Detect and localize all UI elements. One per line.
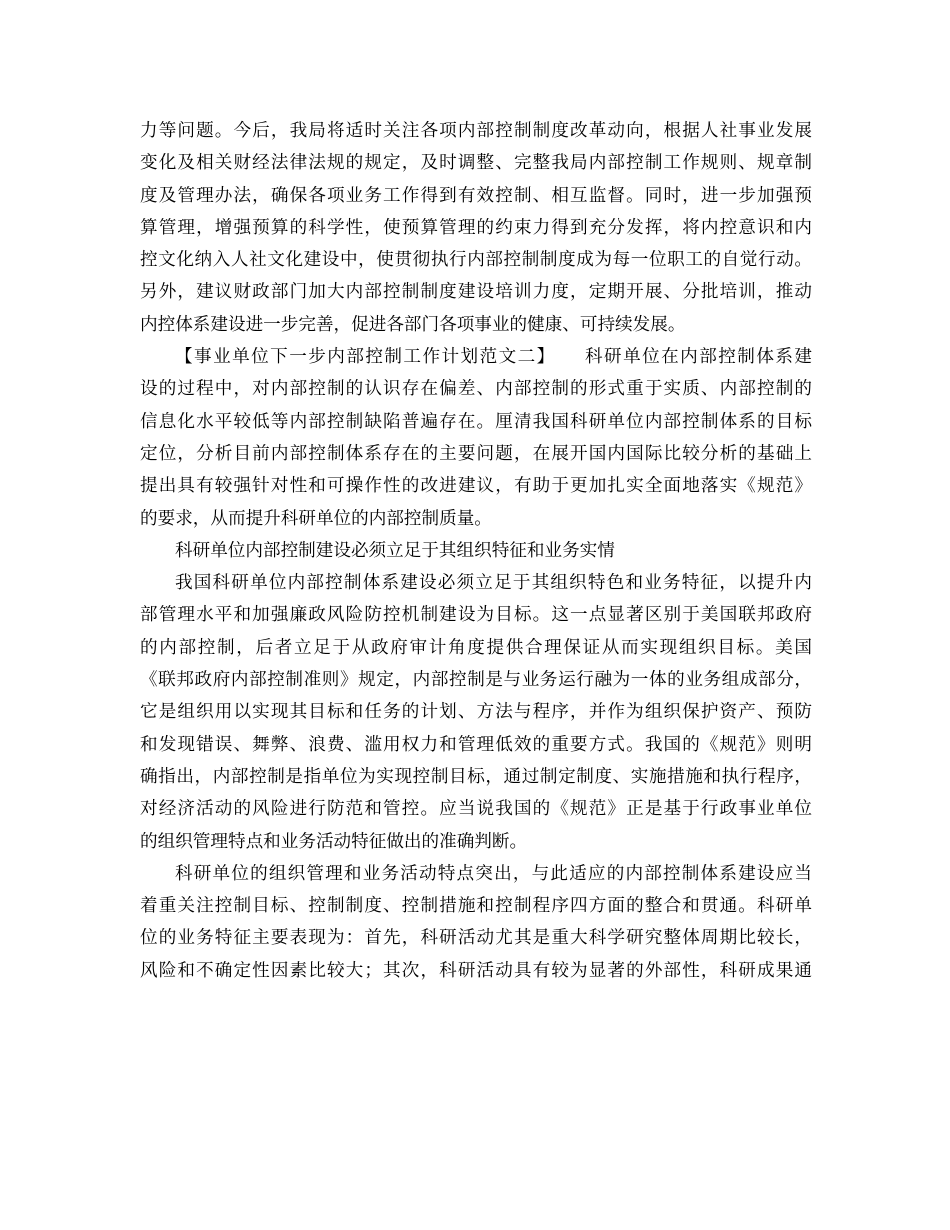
text-line: 的内部控制，后者立足于从政府审计角度提供合理保证从而实现组织目标。美国	[140, 637, 812, 658]
text-line: 的组织管理特点和业务活动特征做出的准确判断。	[140, 831, 528, 852]
section-heading-line: 【事业单位下一步内部控制工作计划范文二】 科研单位在内部控制体系建	[175, 347, 812, 368]
text-line: 提出具有较强针对性和可操作性的改进建议，有助于更加扎实全面地落实《规范》	[140, 476, 812, 497]
text-line: 风险和不确定性因素比较大；其次，科研活动具有较为显著的外部性，科研成果通	[140, 960, 812, 981]
text-line: 对经济活动的风险进行防范和管控。应当说我国的《规范》正是基于行政事业单位	[140, 799, 812, 820]
text-line: 《联邦政府内部控制准则》规定，内部控制是与业务运行融为一体的业务组成部分，	[140, 670, 812, 691]
text-line: 内控体系建设进一步完善，促进各部门各项事业的健康、可持续发展。	[140, 314, 686, 335]
body-text	[140, 115, 812, 987]
text-line: 科研单位的组织管理和业务活动特点突出，与此适应的内部控制体系建设应当	[175, 863, 812, 884]
text-line: 力等问题。今后，我局将适时关注各项内部控制制度改革动向，根据人社事业发展	[140, 121, 812, 141]
text-line: 另外，建议财政部门加大内部控制制度建设培训力度，定期开展、分批培训，推动	[140, 282, 812, 303]
text-line: 位的业务特征主要表现为：首先，科研活动尤其是重大科学研究整体周期比较长，	[140, 928, 812, 949]
text-line: 它是组织用以实现其目标和任务的计划、方法与程序，并作为组织保护资产、预防	[140, 702, 812, 723]
text-line: 信息化水平较低等内部控制缺陷普遍存在。厘清我国科研单位内部控制体系的目标	[140, 411, 812, 432]
text-line: 算管理，增强预算的科学性，使预算管理的约束力得到充分发挥，将内控意识和内	[140, 217, 812, 238]
subheading: 科研单位内部控制建设必须立足于其组织特征和业务实情	[175, 540, 615, 561]
text-line: 和发现错误、舞弊、浪费、滥用权力和管理低效的重要方式。我国的《规范》则明	[140, 734, 812, 755]
text-line: 控文化纳入人社文化建设中，使贯彻执行内部控制制度成为每一位职工的自觉行动。	[140, 250, 812, 271]
text-line: 着重关注控制目标、控制制度、控制措施和控制程序四方面的整合和贯通。科研单	[140, 896, 812, 917]
text-line: 我国科研单位内部控制体系建设必须立足于其组织特色和业务特征，以提升内	[175, 573, 812, 594]
text-line: 变化及相关财经法律法规的规定，及时调整、完整我局内部控制工作规则、规章制	[140, 153, 812, 174]
text-line: 度及管理办法，确保各项业务工作得到有效控制、相互监督。同时，进一步加强预	[140, 185, 812, 206]
text-line: 定位，分析目前内部控制体系存在的主要问题，在展开国内国际比较分析的基础上	[140, 443, 812, 464]
text-line: 确指出，内部控制是指单位为实现控制目标，通过制定制度、实施措施和执行程序，	[140, 766, 812, 787]
text-line: 部管理水平和加强廉政风险防控机制建设为目标。这一点显著区别于美国联邦政府	[140, 605, 812, 626]
text-line: 的要求，从而提升科研单位的内部控制质量。	[140, 508, 492, 529]
text-line: 设的过程中，对内部控制的认识存在偏差、内部控制的形式重于实质、内部控制的	[140, 379, 812, 400]
